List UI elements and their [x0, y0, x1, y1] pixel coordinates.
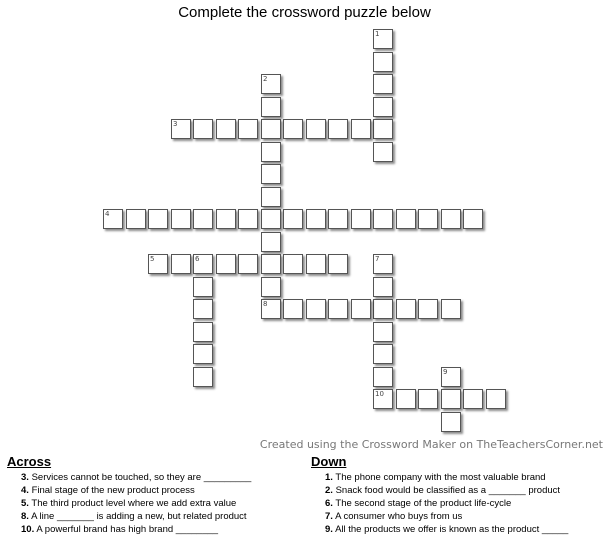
grid-cell[interactable]: [396, 209, 416, 229]
grid-cell[interactable]: [373, 344, 393, 364]
grid-cell[interactable]: [373, 74, 393, 94]
clue-down-1: 1. The phone company with the most valuable brand: [325, 472, 546, 483]
grid-cell[interactable]: [373, 254, 393, 274]
grid-cell[interactable]: [373, 119, 393, 139]
grid-cell[interactable]: [171, 209, 191, 229]
grid-cell[interactable]: [193, 277, 213, 297]
grid-cell[interactable]: [396, 299, 416, 319]
grid-cell[interactable]: [441, 389, 461, 409]
grid-cell[interactable]: [148, 209, 168, 229]
clue-down-6: 6. The second stage of the product life-cycle: [325, 498, 512, 509]
grid-cell[interactable]: [328, 119, 348, 139]
grid-cell[interactable]: [261, 209, 281, 229]
down-clues: [311, 454, 568, 537]
down-heading: Down: [311, 454, 347, 469]
grid-cell[interactable]: [351, 119, 371, 139]
grid-cell[interactable]: [193, 254, 213, 274]
grid-cell[interactable]: [396, 389, 416, 409]
cell-number: 9: [443, 368, 448, 376]
grid-cell[interactable]: [351, 299, 371, 319]
grid-cell[interactable]: [216, 254, 236, 274]
grid-cell[interactable]: [216, 209, 236, 229]
grid-cell[interactable]: [283, 209, 303, 229]
grid-cell[interactable]: [373, 97, 393, 117]
grid-cell[interactable]: [261, 164, 281, 184]
grid-cell[interactable]: [193, 299, 213, 319]
grid-cell[interactable]: [373, 29, 393, 49]
grid-cell[interactable]: [306, 119, 326, 139]
grid-cell[interactable]: [193, 119, 213, 139]
puzzle-title: Complete the crossword puzzle below: [178, 4, 431, 21]
grid-cell[interactable]: [283, 119, 303, 139]
grid-cell[interactable]: [441, 209, 461, 229]
grid-cell[interactable]: [238, 209, 258, 229]
cell-number: 1: [375, 30, 380, 38]
grid-cell[interactable]: [171, 119, 191, 139]
across-heading: Across: [7, 454, 52, 469]
grid-cell[interactable]: [126, 209, 146, 229]
grid-cell[interactable]: [261, 119, 281, 139]
clue-across-10: 10. A powerful brand has high brand ________: [21, 524, 219, 535]
grid-cell[interactable]: [441, 367, 461, 387]
grid-cell[interactable]: [463, 389, 483, 409]
grid-cell[interactable]: [373, 142, 393, 162]
clue-down-9: 9. All the products we offer is known as the product _____: [325, 524, 569, 535]
grid-cell[interactable]: [306, 209, 326, 229]
grid-cell[interactable]: [328, 254, 348, 274]
grid-cell[interactable]: [328, 209, 348, 229]
clue-down-7: 7. A consumer who buys from us: [325, 511, 463, 522]
grid-cell[interactable]: [373, 299, 393, 319]
grid-cell[interactable]: [193, 367, 213, 387]
grid-cell[interactable]: [193, 322, 213, 342]
grid-cell[interactable]: [418, 389, 438, 409]
grid-cell[interactable]: [441, 299, 461, 319]
grid-cell[interactable]: [418, 299, 438, 319]
grid-cell[interactable]: [261, 74, 281, 94]
grid-cell[interactable]: [486, 389, 506, 409]
grid-cell[interactable]: [193, 209, 213, 229]
cell-number: 4: [105, 210, 110, 218]
grid-cell[interactable]: [261, 142, 281, 162]
grid-cell[interactable]: [261, 97, 281, 117]
grid-cell[interactable]: [171, 254, 191, 274]
grid-cell[interactable]: [373, 367, 393, 387]
clue-across-5: 5. The third product level where we add extra value: [21, 498, 237, 509]
grid-cell[interactable]: [193, 344, 213, 364]
cell-number: 3: [173, 120, 178, 128]
credit-line: Created using the Crossword Maker on TheTeachersCorner.net: [259, 438, 603, 451]
clue-down-2: 2. Snack food would be classified as a _______ product: [325, 485, 561, 496]
grid-cell[interactable]: [283, 254, 303, 274]
grid-cell[interactable]: [103, 209, 123, 229]
cell-number: 7: [375, 255, 380, 263]
grid-cell[interactable]: [373, 209, 393, 229]
grid-cell[interactable]: [441, 412, 461, 432]
clue-across-3: 3. Services cannot be touched, so they are _________: [21, 472, 252, 483]
grid-cell[interactable]: [261, 299, 281, 319]
grid-cell[interactable]: [261, 254, 281, 274]
grid-cell[interactable]: [373, 389, 393, 409]
across-clues: [7, 454, 251, 537]
clue-across-8: 8. A line _______ is adding a new, but related product: [21, 511, 247, 522]
grid-cell[interactable]: [148, 254, 168, 274]
grid-cell[interactable]: [283, 299, 303, 319]
clue-across-4: 4. Final stage of the new product process: [21, 485, 195, 496]
grid-cell[interactable]: [351, 209, 371, 229]
grid-cell[interactable]: [216, 119, 236, 139]
grid-cell[interactable]: [238, 119, 258, 139]
grid-cell[interactable]: [261, 277, 281, 297]
grid-cell[interactable]: [261, 232, 281, 252]
grid-cell[interactable]: [238, 254, 258, 274]
grid-cell[interactable]: [328, 299, 348, 319]
grid-cell[interactable]: [261, 187, 281, 207]
cell-number: 2: [263, 75, 268, 83]
cell-number: 10: [375, 390, 384, 398]
grid-cell[interactable]: [373, 52, 393, 72]
grid-cell[interactable]: [418, 209, 438, 229]
grid-cell[interactable]: [373, 322, 393, 342]
cell-number: 6: [195, 255, 200, 263]
grid-cell[interactable]: [373, 277, 393, 297]
grid-cell[interactable]: [463, 209, 483, 229]
cell-number: 8: [263, 300, 268, 308]
cell-number: 5: [150, 255, 155, 263]
grid-cell[interactable]: [306, 254, 326, 274]
grid-cell[interactable]: [306, 299, 326, 319]
